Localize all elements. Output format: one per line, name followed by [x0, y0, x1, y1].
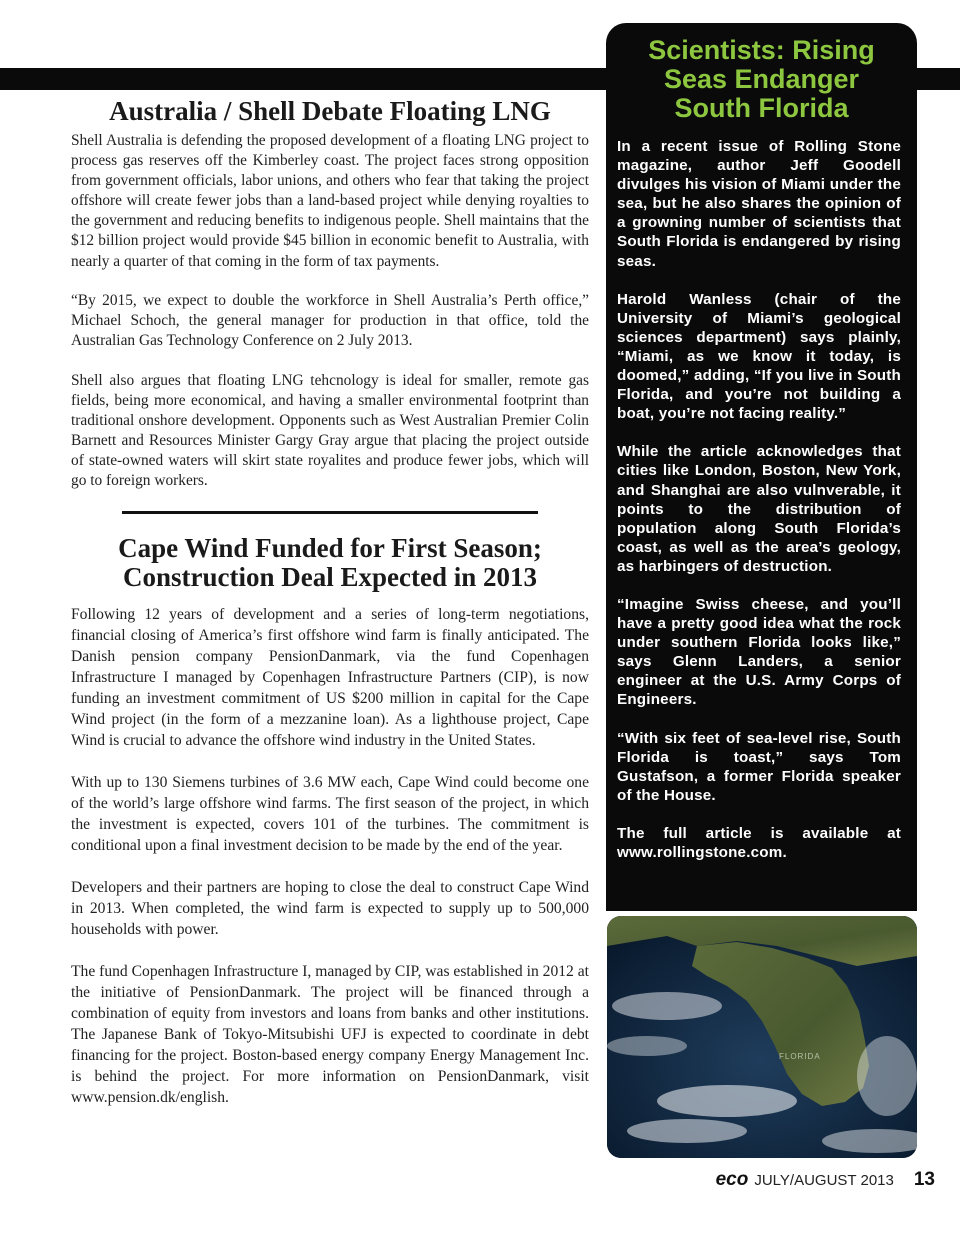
cloud-patch — [627, 1119, 747, 1143]
main-column — [71, 96, 589, 1129]
article-cape-wind — [71, 534, 589, 1108]
sidebar-paragraph: While the article acknowledges that cities like London, Boston, New York, and Shanghai are also vulnverable, it points to the distribution of population along South Florida’s coast, as well as the area’s geology, as harbingers of destruction. — [617, 443, 901, 575]
article2-title — [71, 534, 589, 592]
sidebar-paragraph: “With six feet of sea-level rise, South Florida is toast,” says Tom Gustafson, a former Florida speaker of the House. — [617, 729, 901, 804]
sidebar-title-line1: Scientists: Rising — [648, 35, 875, 65]
sidebar-paragraph: Harold Wanless (chair of the University of Miami’s geological sciences department) says plainly, “Miami, as we know it today, is doomed,” adding, “If you live in South Florida, and you’re not building a boat, you’re not facing reality.” — [617, 290, 901, 423]
map-label-florida: FLORIDA — [779, 1052, 821, 1061]
article2-paragraph: Developers and their partners are hoping to close the deal to construct Cape Wind in 2013. When completed, the wind farm is expected to supply up to 500,000 households with power. — [71, 879, 589, 938]
florida-satellite-svg — [607, 916, 917, 1158]
article2-title-line1: Cape Wind Funded for First Season; — [118, 533, 542, 563]
florida-satellite-image — [607, 916, 917, 1158]
sidebar-title-line2: Seas Endanger — [663, 64, 860, 94]
sidebar-paragraph: The full article is available at www.rollingstone.com. — [617, 824, 901, 861]
sidebar-paragraph: In a recent issue of Rolling Stone magazine, author Jeff Goodell divulges his vision of Miami under the sea, but he also shares the opinion of a growning number of scientists that South Florida is endangered by rising seas. — [617, 138, 901, 270]
cloud-patch — [657, 1085, 797, 1117]
article1-paragraph: Shell Australia is defending the proposed development of a floating LNG project to process gas reserves off the Kimberley coast. The project faces strong opposition from government officials, labor unions, and others who fear that taking the project offshore will create fewer jobs than a land-based project while denying royalties to the government and reducing benefits to indigenous people. Shell maintains that the $12 billion project would provide $45 billion in economic benefit to Australia, with nearly a quarter of that coming in the form of tax payments. — [71, 132, 589, 270]
sidebar-title — [606, 36, 917, 123]
footer-brand: eco — [715, 1169, 749, 1190]
sidebar-title-line3: South Florida — [674, 93, 849, 123]
article1-title: Australia / Shell Debate Floating LNG — [109, 96, 551, 126]
article2-title-line2: Construction Deal Expected in 2013 — [123, 562, 537, 592]
article2-paragraph: The fund Copenhagen Infrastructure I, managed by CIP, was established in 2012 at the initiative of PensionDanmark. The project will be financed through a combination of equity from investors and loans from banks and other institutions. The Japanese Bank of Tokyo-Mitsubishi UFJ is expected to coordinate in debt financing for the project. Boston-based energy company Energy Management Inc. is behind the project. For more information on PensionDanmark, visit www.pension.dk/english. — [71, 963, 589, 1106]
page-footer — [716, 1169, 935, 1191]
page-number: 13 — [913, 1169, 935, 1190]
article-divider — [122, 511, 538, 514]
cloud-patch — [607, 1036, 687, 1056]
article2-paragraph: Following 12 years of development and a series of long-term negotiations, financial closing of America’s first offshore wind farm is finally anticipated. The Danish pension company PensionDanmark, via the fund Copenhagen Infrastructure I managed by Copenhagen Infrastructure Partners (CIP), is now funding an investment commitment of US $200 million in capital for the Cape Wind project (in the form of a mezzanine loan). As a lighthouse project, Cape Wind is crucial to advance the offshore wind industry in the United States. — [71, 606, 589, 749]
cloud-patch — [857, 1036, 917, 1116]
cloud-patch — [612, 992, 722, 1020]
article1-paragraph: Shell also argues that floating LNG tehcnology is ideal for smaller, remote gas fields, being more economical, and having a smaller environmental footprint than traditional onshore development. Opponents such as West Australian Premier Colin Barnett and Resources Minister Gargy Gray argue that placing the project outside of state-owned waters will skirt state royalites and produce fewer jobs, which will go to foreign workers. — [71, 371, 589, 490]
sidebar-rising-seas — [606, 23, 917, 911]
sidebar-paragraph: “Imagine Swiss cheese, and you’ll have a pretty good idea what the rock under southern Florida looks like,” says Glenn Landers, a senior engineer at the U.S. Army Corps of Engineers. — [617, 595, 901, 709]
article-australia-shell — [71, 96, 589, 492]
footer-date: JULY/AUGUST 2013 — [754, 1172, 894, 1189]
article2-paragraph: With up to 130 Siemens turbines of 3.6 MW each, Cape Wind could become one of the world’s large offshore wind farms. The first season of the project, in which the investment is expected, covers 101 of the turbines. The commitment is conditional upon a final investment decision to be made by the end of the year. — [71, 774, 589, 854]
article1-paragraph: “By 2015, we expect to double the workforce in Shell Australia’s Perth office,” Michael Schoch, the general manager for production in that office, told the Australian Gas Technology Conference on 2 July 2013. — [71, 292, 589, 350]
